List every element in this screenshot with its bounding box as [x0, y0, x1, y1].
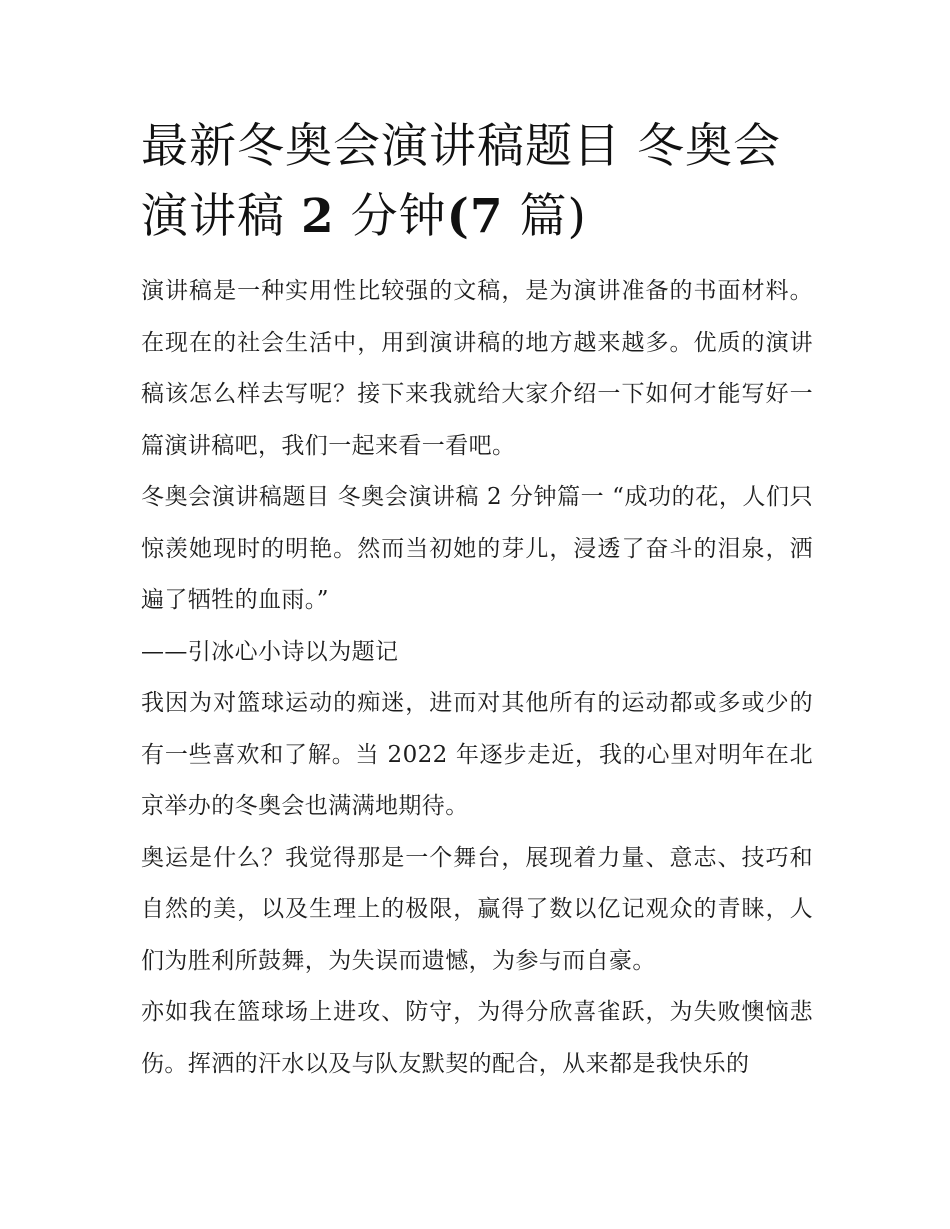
paragraph-epigraph: ——引冰心小诗以为题记: [141, 638, 399, 665]
title-text-3: 篇): [519, 189, 587, 244]
paragraph-intro: 演讲稿是一种实用性比较强的文稿，是为演讲准备的书面材料。在现在的社会生活中，用到演讲稿的地方越来越多。优质的演讲稿该怎么样去写呢？接下来我就给大家介绍一下如何才能写好一篇演讲稿吧，我们一起来看一看吧。: [141, 278, 813, 459]
paragraph-court: 亦如我在篮球场上进攻、防守，为得分欣喜雀跃，为失败懊恼悲伤。挥洒的汗水以及与队友默契的配合，从来都是我快乐的: [141, 999, 813, 1077]
title-count: (7: [446, 189, 504, 244]
title-text-1: 最新冬奥会演讲稿题目 冬奥会演讲稿: [141, 119, 781, 244]
paragraph-section-one: 冬奥会演讲稿题目 冬奥会演讲稿 2 分钟篇一 “成功的花，人们只惊羡她现时的明艳。然而当初她的芽儿，浸透了奋斗的泪泉，洒遍了牺牲的血雨。”: [141, 484, 813, 613]
paragraph-olympics: 奥运是什么？我觉得那是一个舞台，展现着力量、意志、技巧和自然的美，以及生理上的极限，赢得了数以亿记观众的青睐，人们为胜利所鼓舞，为失误而遗憾，为参与而自豪。: [141, 844, 813, 974]
title-number: 2: [300, 189, 335, 244]
paragraph-basketball: 我因为对篮球运动的痴迷，进而对其他所有的运动都或多或少的有一些喜欢和了解。当 2022 年逐步走近，我的心里对明年在北京举办的冬奥会也满满地期待。: [141, 690, 813, 819]
title-text-2: 分钟: [350, 189, 447, 244]
document-content: [141, 112, 813, 1090]
document-body: [141, 266, 813, 1090]
document-title: [141, 112, 813, 252]
